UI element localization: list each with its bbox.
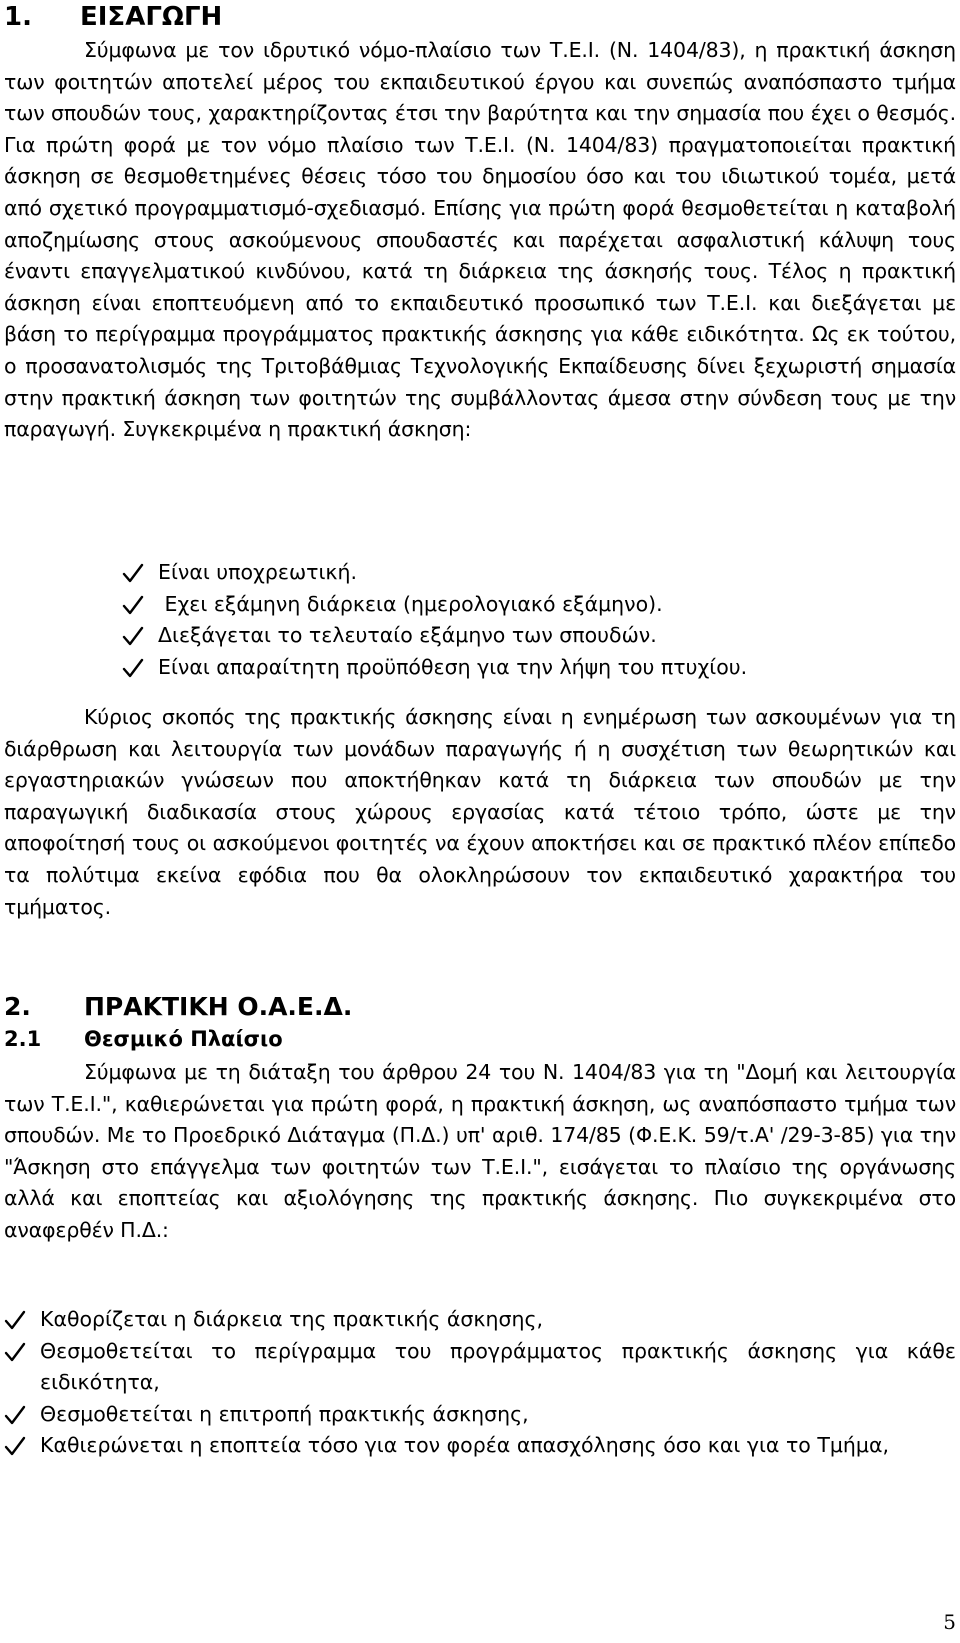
checklist-item-text: Διεξάγεται το τελευταίο εξάμηνο των σπουδών. — [158, 623, 657, 648]
checklist-item-text: Εχει εξάμηνη διάρκεια (ημερολογιακό εξάμηνο). — [158, 591, 663, 616]
section-1-title: ΕΙΣΑΓΩΓΗ — [80, 2, 223, 32]
section-1-paragraph-1: Σύμφωνα με τον ιδρυτικό νόμο-πλαίσιο των Τ.Ε.Ι. (Ν. 1404/83), η πρακτική άσκηση των φοιτητών αποτελεί μέρος του εκπαιδευτικού έργου και συνεπώς αναπόσπαστο τμήμα των σπουδών τους, χαρακτηρίζοντας έτσι την βαρύτητα και την σημασία που έχει ο θεσμός. Για πρώτη φορά με τον νόμο πλαίσιο των Τ.Ε.Ι. (Ν. 1404/83) πραγματοποιείται πρακτική άσκηση σε θεσμοθετημένες θέσεις τόσο του δημοσίου όσο και του ιδιωτικού τομέα, μετά από σχετικό προγραμματισμό-σχεδιασμό. Επίσης για πρώτη φορά θεσμοθετείται η καταβολή αποζημίωσης στους ασκούμενους σπουδαστές και παρέχεται ασφαλιστική κάλυψη τους έναντι επαγγελματικού κινδύνου, κατά τη διάρκεια της άσκησής τους. Τέλος η πρακτική άσκηση είναι εποπτευόμενη από το εκπαιδευτικό προσωπικό των Τ.Ε.Ι. και διεξάγεται με βάση το περίγραμμα προγράμματος πρακτικής άσκησης για κάθε ειδικότητα. Ως εκ τούτου, ο προσανατολισμός της Τριτοβάθμιας Τεχνολογικής Εκπαίδευσης δίνει ξεχωριστή σημασία στην πρακτική άσκηση των φοιτητών της συμβάλλοντας άμεσα στην σύνδεση τους με την παραγωγή. Συγκεκριμένα η πρακτική άσκηση: — [4, 38, 956, 442]
section-2-heading — [4, 990, 352, 1024]
section-1-number: 1. — [4, 2, 32, 32]
checklist-item — [4, 1336, 956, 1399]
subsection-2-1-heading — [4, 1024, 283, 1054]
page-number: 5 — [943, 1610, 956, 1634]
checklist-item-text: Είναι απαραίτητη προϋπόθεση για την λήψη του πτυχίου. — [158, 654, 748, 679]
section-2-number: 2. — [4, 992, 31, 1021]
checklist-item — [122, 589, 942, 621]
section-1-heading — [4, 0, 222, 34]
checkmark-icon — [4, 1399, 26, 1430]
checkmark-icon — [122, 557, 144, 588]
checkmark-icon — [4, 1304, 26, 1335]
section-2-title: ΠΡΑΚΤΙΚΗ Ο.Α.Ε.Δ. — [84, 992, 353, 1021]
checklist-item — [4, 1304, 956, 1336]
checkmark-icon — [4, 1430, 26, 1461]
subsection-2-1-number: 2.1 — [4, 1027, 42, 1051]
checklist-item — [122, 620, 942, 652]
section-1-checklist — [122, 557, 942, 683]
checklist-item-text: Θεσμοθετείται το περίγραμμα του προγράμματος πρακτικής άσκησης για κάθε ειδικότητα, — [40, 1338, 956, 1395]
subsection-2-1-title: Θεσμικό Πλαίσιο — [84, 1027, 283, 1051]
checkmark-icon — [4, 1336, 26, 1367]
checkmark-icon — [122, 589, 144, 620]
checkmark-icon — [122, 652, 144, 683]
checklist-item-text: Καθορίζεται η διάρκεια της πρακτικής άσκησης, — [40, 1307, 544, 1331]
section-2-paragraph-1: Σύμφωνα με τη διάταξη του άρθρου 24 του Ν. 1404/83 για τη "Δομή και λειτουργία των Τ.Ε.Ι.", καθιερώνεται για πρώτη φορά, η πρακτική άσκηση, ως αναπόσπαστο τμήμα των σπουδών. Με το Προεδρικό Διάταγμα (Π.Δ.) υπ' αριθ. 174/85 (Φ.Ε.Κ. 59/τ.Α' /29-3-85) για την "Άσκηση στο επάγγελμα των φοιτητών των Τ.Ε.Ι.", εισάγεται το πλαίσιο της οργάνωσης αλλά και εποπτείας και αξιολόγησης της πρακτικής άσκησης. Πιο συγκεκριμένα στο αναφερθέν Π.Δ.: — [4, 1060, 956, 1242]
checklist-item-text: Θεσμοθετείται η επιτροπή πρακτικής άσκησης, — [40, 1401, 529, 1426]
checklist-item — [4, 1430, 956, 1462]
checklist-item — [122, 557, 942, 589]
section-1-paragraph-2: Κύριος σκοπός της πρακτικής άσκησης είναι η ενημέρωση των ασκουμένων για τη διάρθρωση και λειτουργία των μονάδων παραγωγής ή η συσχέτιση των θεωρητικών και εργαστηριακών γνώσεων που αποκτήθηκαν κατά τη διάρκεια των σπουδών με την παραγωγική διαδικασία στους χώρους εργασίας κατά τέτοιο τρόπο, ώστε με την αποφοίτησή τους οι ασκούμενοι φοιτητές να έχουν αποκτήσει και σε πρακτικό πλέον επίπεδο τα πολύτιμα εκείνα εφόδια που θα ολοκληρώσουν τον εκπαιδευτικό χαρακτήρα του τμήματος. — [4, 705, 956, 919]
checklist-item — [122, 652, 942, 684]
section-2-checklist — [4, 1304, 956, 1462]
checkmark-icon — [122, 620, 144, 651]
checklist-item — [4, 1399, 956, 1431]
checklist-item-text: Είναι υποχρεωτική. — [158, 560, 358, 584]
checklist-item-text: Καθιερώνεται η εποπτεία τόσο για τον φορέα απασχόλησης όσο και για το Τμήμα, — [40, 1433, 889, 1458]
